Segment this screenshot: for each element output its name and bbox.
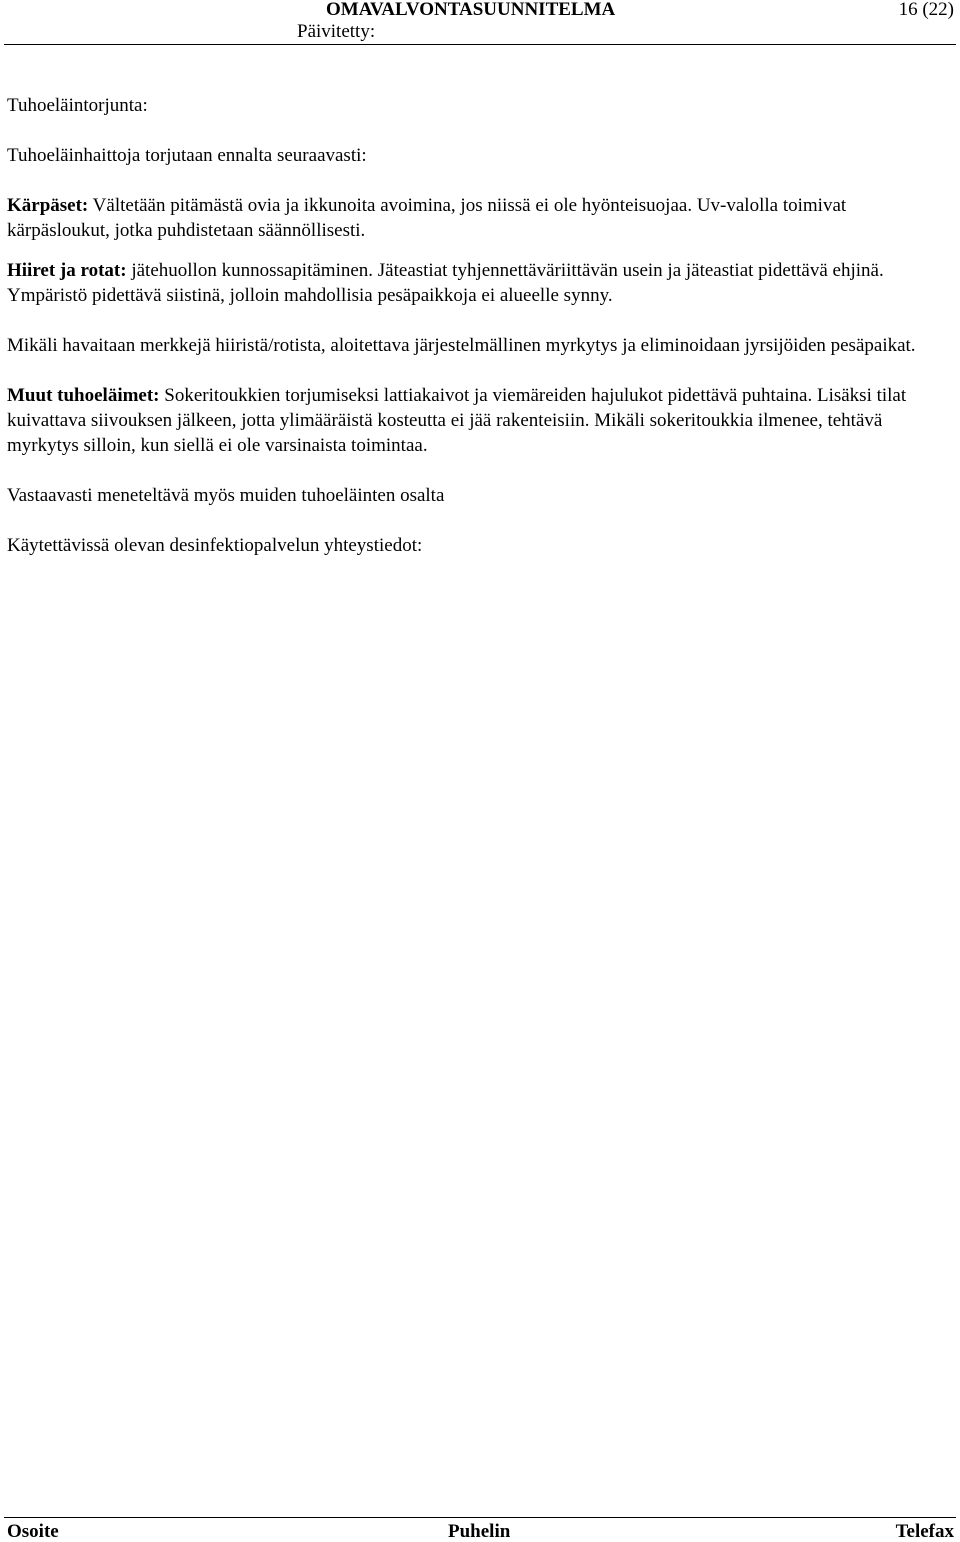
contact-info-paragraph: Käytettävissä olevan desinfektiopalvelun yhteystiedot:: [7, 535, 423, 556]
flies-paragraph: [7, 193, 952, 243]
other-pests-text: Sokeritoukkien torjumiseksi lattiakaivot ja viemäreiden hajulukot pidettävä puhtaina. Lisäksi tilat kuivattava siivouksen jälkeen, jotta ylimääräistä kosteutta ei jää rakenteisiin. Mikäli sokeritoukkia ilmenee, tehtävä myrkytys silloin, kun siellä ei ole varsinaista toimintaa.: [7, 385, 907, 456]
page-number: 16 (22): [898, 0, 954, 20]
other-pests-label: Muut tuhoeläimet:: [7, 385, 160, 406]
flies-label: Kärpäset:: [7, 195, 89, 216]
header-divider: [4, 44, 956, 45]
document-title: OMAVALVONTASUUNNITELMA: [326, 0, 616, 20]
intro-paragraph: Tuhoeläinhaittoja torjutaan ennalta seuraavasti:: [7, 145, 367, 166]
document-body: [7, 93, 952, 558]
rodents-paragraph: [7, 258, 952, 308]
updated-label: Päivitetty:: [297, 21, 376, 42]
footer-fax-label: Telefax: [895, 1521, 954, 1542]
similar-measures-paragraph: Vastaavasti meneteltävä myös muiden tuhoeläinten osalta: [7, 485, 445, 506]
footer-phone-label: Puhelin: [448, 1521, 511, 1542]
section-heading: Tuhoeläintorjunta:: [7, 95, 148, 116]
rodents-text: jätehuollon kunnossapitäminen. Jäteastiat tyhjennettäväriittävän usein ja jäteastiat pidettävä ehjinä. Ympäristö pidettävä siistinä, jolloin mahdollisia pesäpaikkoja ei alueelle synny.: [7, 260, 884, 306]
page-footer: [0, 1521, 960, 1542]
flies-text: Vältetään pitämästä ovia ja ikkunoita avoimina, jos niissä ei ole hyönteisuojaa. Uv-valolla toimivat kärpäsloukut, jotka puhdistetaan säännöllisesti.: [7, 195, 847, 241]
other-pests-paragraph: [7, 383, 952, 458]
rodents-followup-paragraph: Mikäli havaitaan merkkejä hiiristä/rotista, aloitettava järjestelmällinen myrkytys ja eliminoidaan jyrsijöiden pesäpaikat.: [7, 335, 916, 356]
rodents-label: Hiiret ja rotat:: [7, 260, 127, 281]
footer-address-label: Osoite: [7, 1521, 59, 1542]
footer-divider: [4, 1517, 956, 1518]
page-header: [0, 0, 960, 44]
